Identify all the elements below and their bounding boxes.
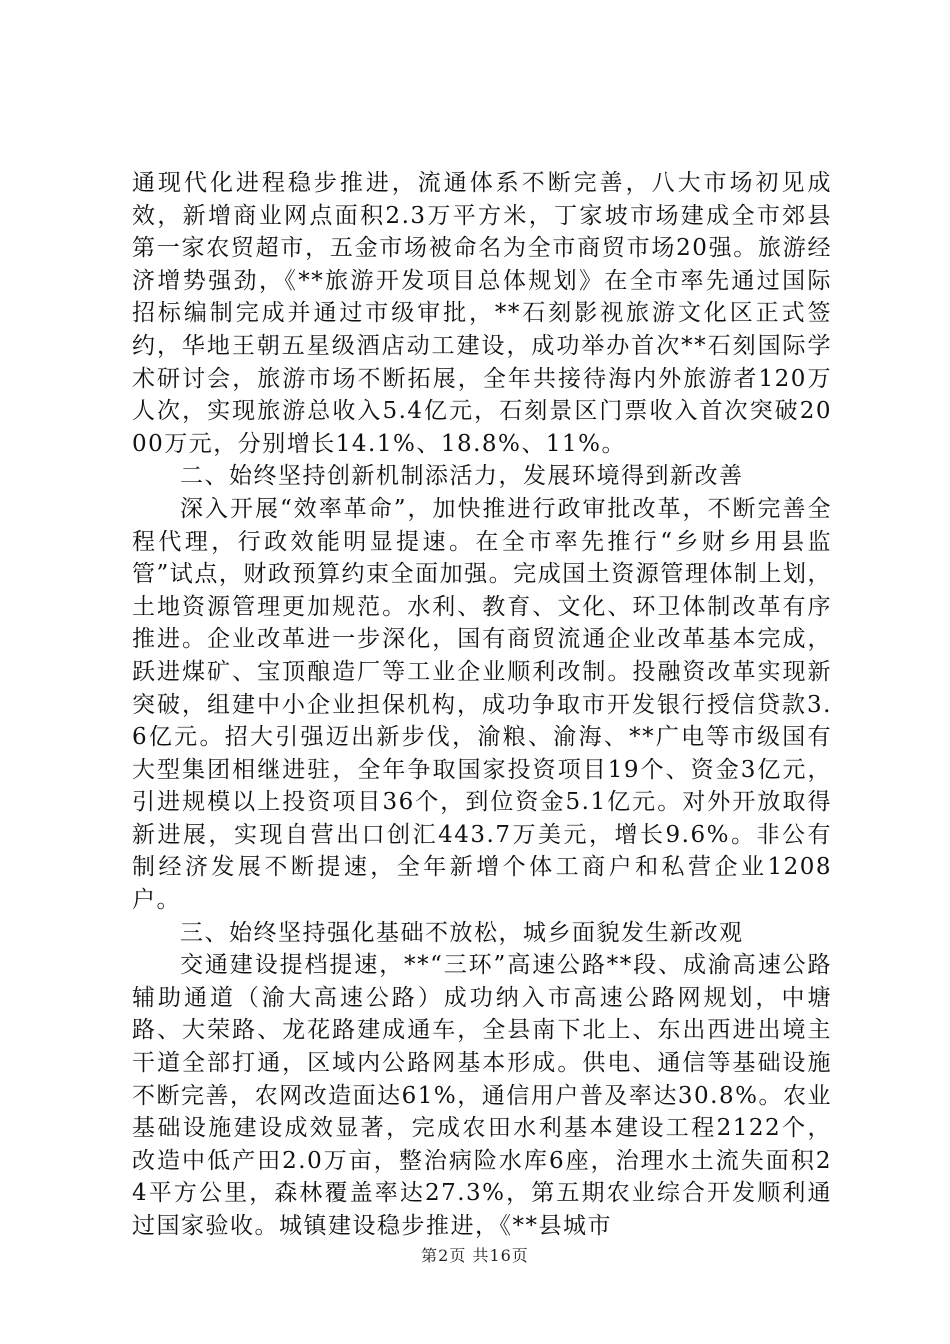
page-number-footer: 第2页 共16页 [421, 1246, 529, 1265]
paragraph-infrastructure: 交通建设提档提速，**“三环”高速公路**段、成渝高速公路辅助通道（渝大高速公路）成功纳入市高速公路网规划，中塘路、大荣路、龙花路建成通车，全县南下北上、东出西进出境主干道全部打通，区域内公路网基本形成。供电、通信等基础设施不断完善，农网改造面达61%，通信用户普及率达30.8%。农业基础设施建设成效显著，完成农田水利基本建设工程2122个，改造中低产田2.0万亩，整治病险水库6座，治理水土流失面积24平方公里，森林覆盖率达27.3%，第五期农业综合开发顺利通过国家验收。城镇建设稳步推进，《**县城市 [132, 952, 832, 1239]
section-heading-2: 二、始终坚持创新机制添活力，发展环境得到新改善 [180, 463, 744, 490]
section-heading-3: 三、始终坚持强化基础不放松，城乡面貌发生新改观 [180, 919, 744, 946]
paragraph-reform: 深入开展“效率革命”，加快推进行政审批改革，不断完善全程代理，行政效能明显提速。在全市率先推行“乡财乡用县监管”试点，财政预算约束全面加强。完成国土资源管理体制上划，土地资源管理更加规范。水利、教育、文化、环卫体制改革有序推进。企业改革进一步深化，国有商贸流通企业改革基本完成，跃进煤矿、宝顶酿造厂等工业企业顺利改制。投融资改革实现新突破，组建中小企业担保机构，成功争取市开发银行授信贷款3.6亿元。招大引强迈出新步伐，渝粮、渝海、**广电等市级国有大型集团相继进驻，全年争取国家投资项目19个、资金3亿元，引进规模以上投资项目36个，到位资金5.1亿元。对外开放取得新进展，实现自营出口创汇443.7万美元，增长9.6%。非公有制经济发展不断提速，全年新增个体工商户和私营企业1208户。 [132, 495, 832, 914]
paragraph-tourism: 通现代化进程稳步推进，流通体系不断完善，八大市场初见成效，新增商业网点面积2.3万平方米，丁家坡市场建成全市郊县第一家农贸超市，五金市场被命名为全市商贸市场20强。旅游经济增势强劲，《**旅游开发项目总体规划》在全市率先通过国际招标编制完成并通过市级审批，**石刻影视旅游文化区正式签约，华地王朝五星级酒店动工建设，成功举办首次**石刻国际学术研讨会，旅游市场不断拓展，全年共接待海内外旅游者120万人次，实现旅游总收入5.4亿元，石刻景区门票收入首次突破2000万元，分别增长14.1%、18.8%、11%。 [132, 170, 832, 457]
document-body [132, 167, 832, 1243]
